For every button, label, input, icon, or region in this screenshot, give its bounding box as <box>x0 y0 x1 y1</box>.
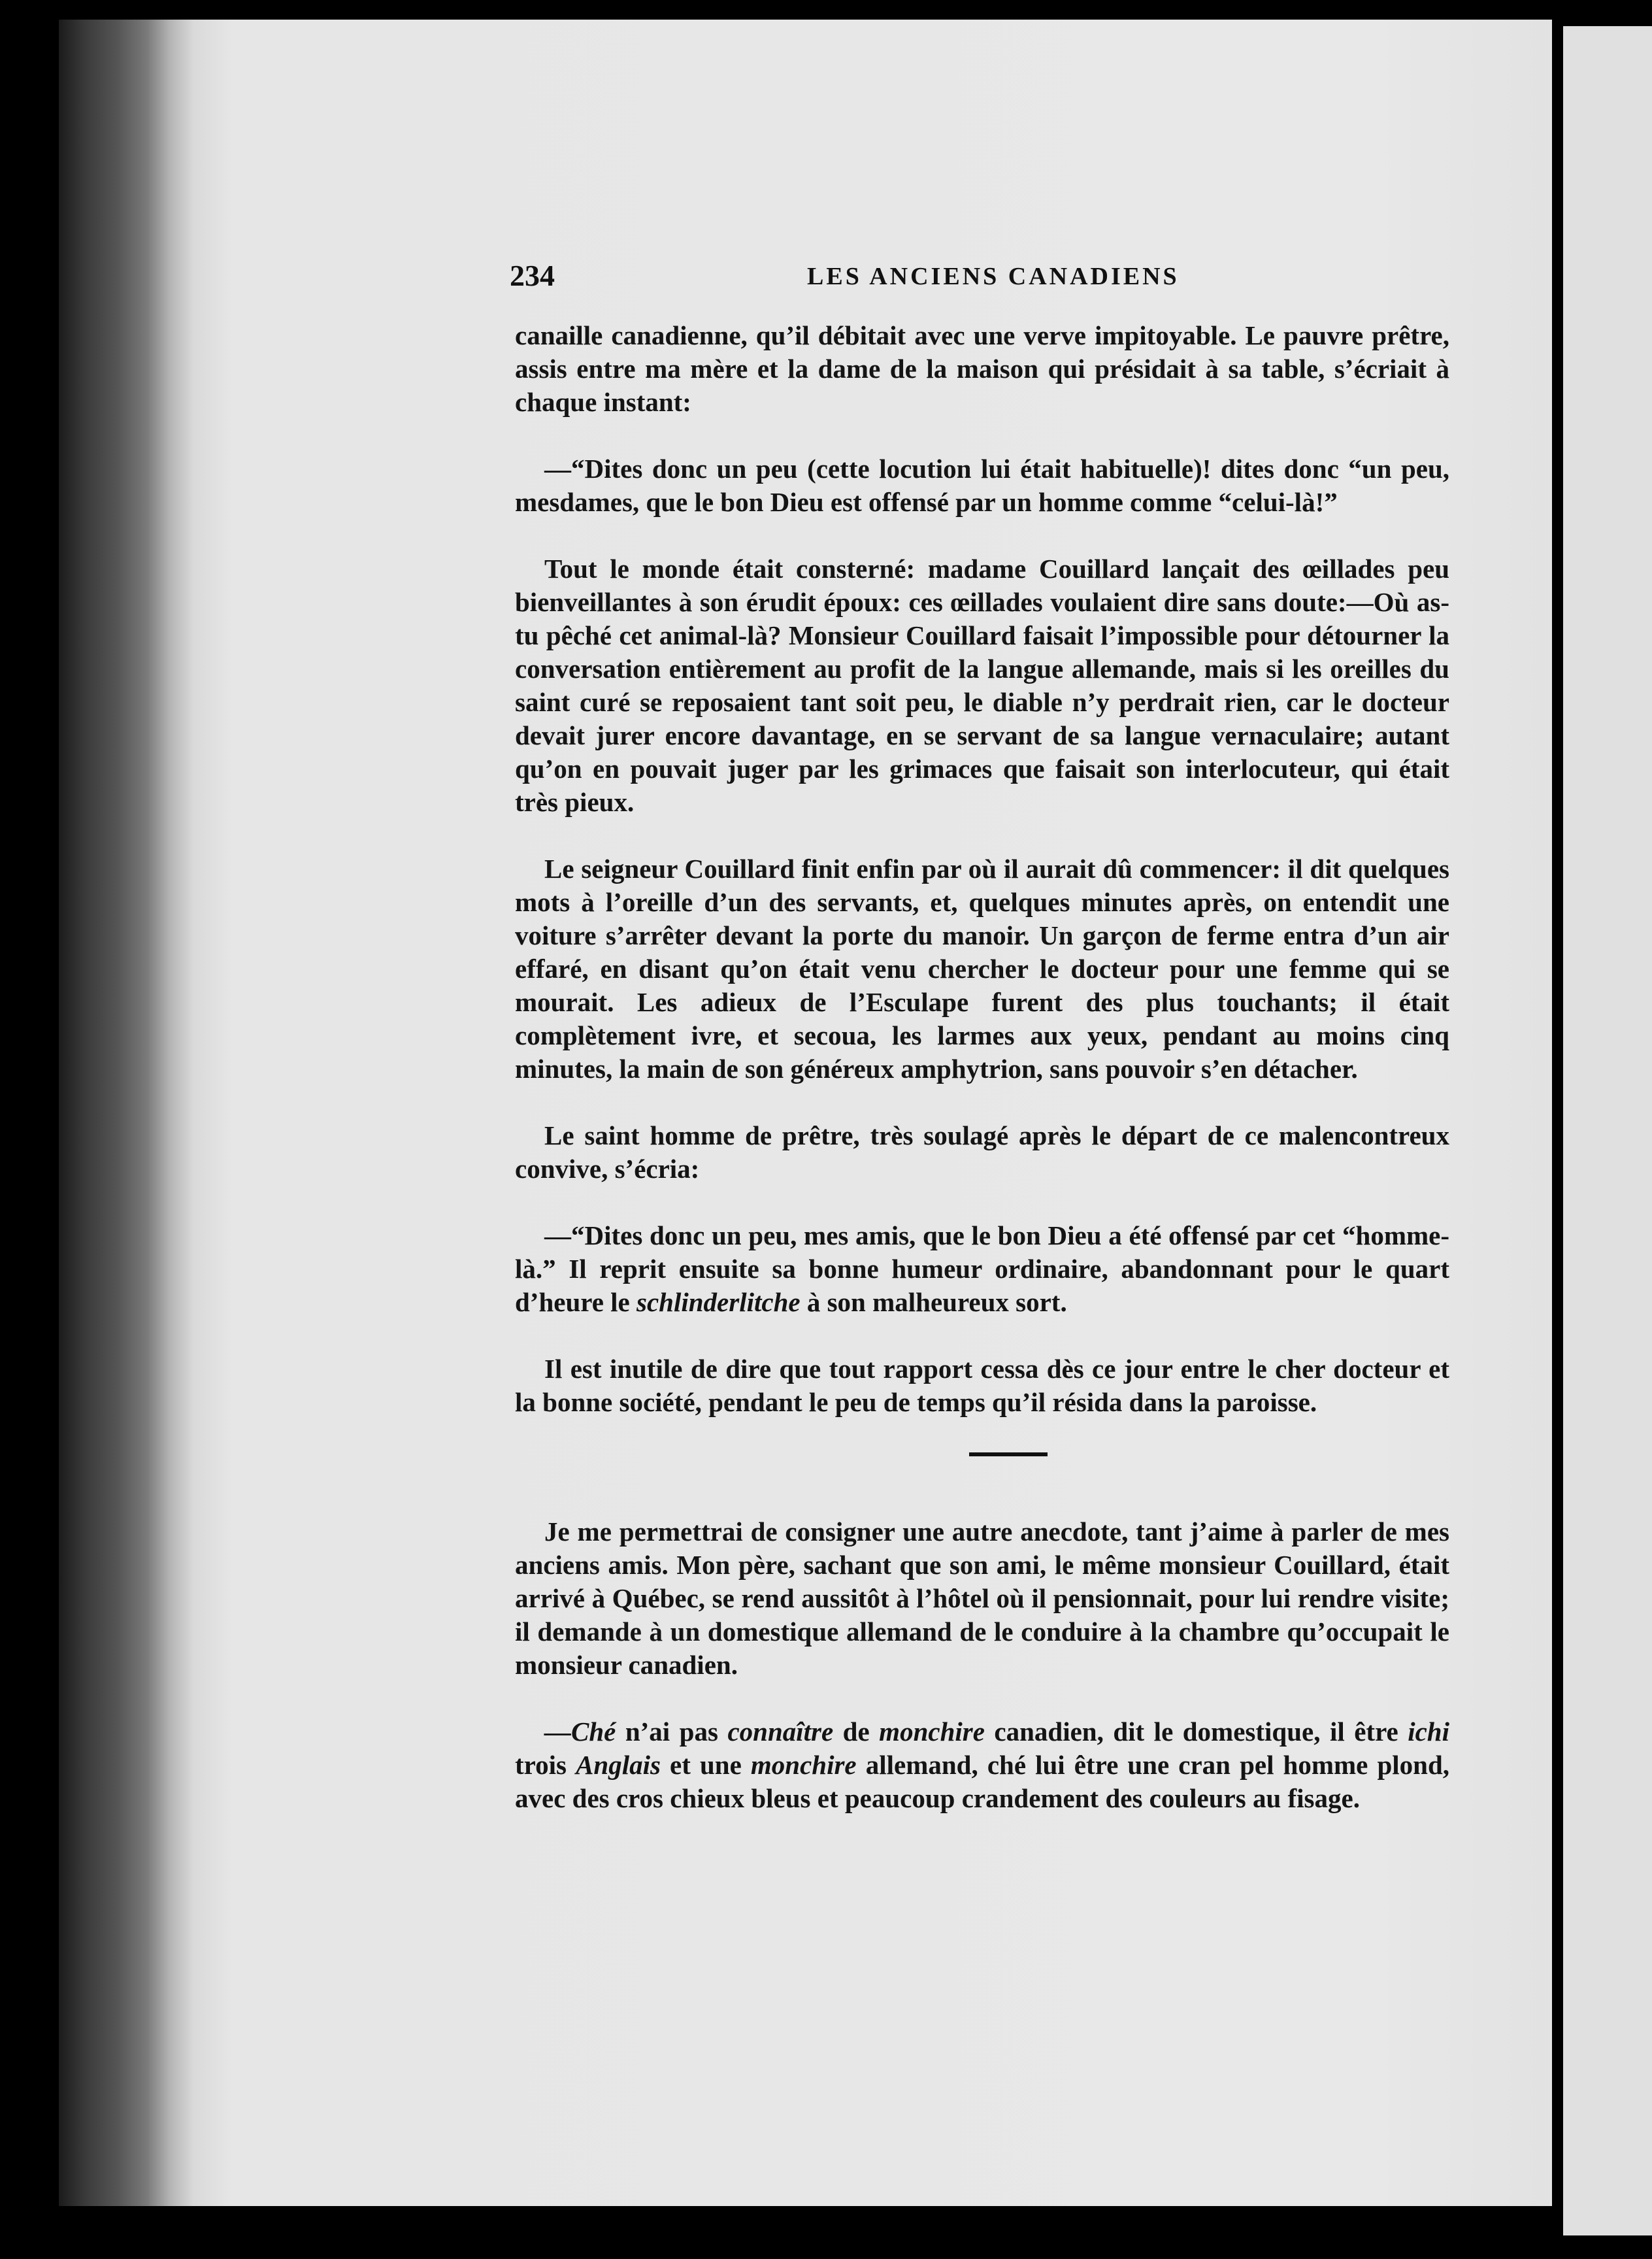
text-run: trois <box>515 1750 576 1780</box>
text-run: canadien, dit le domestique, il être <box>984 1716 1408 1747</box>
body-text <box>515 319 1449 1849</box>
text-run: à son malheureux sort. <box>800 1287 1067 1317</box>
text-run: —“Dites donc un peu, mes amis, que le bon Dieu a été offensé par cet “homme-là.” Il reprit ensuite sa bonne humeur ordinaire, abandonnant pour le quart d’heure le <box>515 1220 1449 1317</box>
section-separator <box>969 1452 1048 1456</box>
running-title: LES ANCIENS CANADIENS <box>807 263 1180 290</box>
paragraph: —“Dites donc un peu (cette locution lui était habituelle)! dites donc “un peu, mesdames, que le bon Dieu est offensé par un homme comme “celui-là!” <box>515 454 1449 517</box>
adjacent-page-edge <box>1563 26 1652 2235</box>
paragraph: Il est inutile de dire que tout rapport cessa dès ce jour entre le cher docteur et la bonne société, pendant le peu de temps qu’il résida dans la paroisse. <box>515 1354 1449 1417</box>
italic-word: —Ché <box>544 1716 616 1747</box>
page-number: 234 <box>510 259 555 292</box>
paragraph: Le saint homme de prêtre, très soulagé après le départ de ce malencontreux convive, s’écria: <box>515 1120 1449 1184</box>
paragraph: canaille canadienne, qu’il débitait avec une verve impitoyable. Le pauvre prêtre, assis entre ma mère et la dame de la maison qui présidait à sa table, s’écriait à chaque instant: <box>515 320 1449 417</box>
text-run: de <box>833 1716 880 1747</box>
text-run: et une <box>660 1750 751 1780</box>
italic-word: schlinderlitche <box>636 1287 801 1317</box>
italic-word: connaître <box>727 1716 834 1747</box>
paragraph <box>515 1219 1449 1319</box>
book-binding-edge <box>59 20 193 2206</box>
text-run: n’ai pas <box>616 1716 728 1747</box>
paragraph: Le seigneur Couillard finit enfin par où il aurait dû commencer: il dit quelques mots à l’oreille d’un des servants, et, quelques minutes après, on entendit une voiture s’arrêter devant la porte du manoir. Un garçon de ferme entra d’un air effaré, en disant qu’on était venu chercher le docteur pour une femme qui se mourait. Les adieux de l’Esculape furent des plus touchants; il était complètement ivre, et secoua, les larmes aux yeux, pendant au moins cinq minutes, la main de son généreux amphytrion, sans pouvoir s’en détacher. <box>515 854 1449 1084</box>
paragraph: Je me permettrai de consigner une autre anecdote, tant j’aime à parler de mes anciens amis. Mon père, sachant que son ami, le même monsieur Couillard, était arrivé à Québec, se rend aussitôt à l’hôtel où il pensionnait, pour lui rendre visite; il demande à un domestique allemand de le conduire à la chambre qu’occupait le monsieur canadien. <box>515 1516 1449 1680</box>
paragraph <box>515 1715 1449 1815</box>
italic-word: monchire <box>879 1716 985 1747</box>
italic-word: ichi <box>1408 1716 1450 1747</box>
italic-word: Anglais <box>576 1750 661 1780</box>
page-header <box>510 258 1451 297</box>
italic-word: monchire <box>750 1750 857 1780</box>
paragraph: Tout le monde était consterné: madame Couillard lançait des œillades peu bienveillantes à son érudit époux: ces œillades voulaient dire sans doute:—Où as-tu pêché cet animal-là? Monsieur Couillard faisait l’impossible pour détourner la conversation entièrement au profit de la langue allemande, mais si les oreilles du saint curé se reposaient tant soit peu, le diable n’y perdrait rien, car le docteur devait jurer encore davantage, en se servant de sa langue vernaculaire; autant qu’on en pouvait juger par les grimaces que faisait son interlocuteur, qui était très pieux. <box>515 554 1449 817</box>
text-run: allemand, ché lui être une cran pel homme plond, avec des cros chieux bleus et peaucoup crandement des couleurs au fisage. <box>515 1750 1449 1813</box>
